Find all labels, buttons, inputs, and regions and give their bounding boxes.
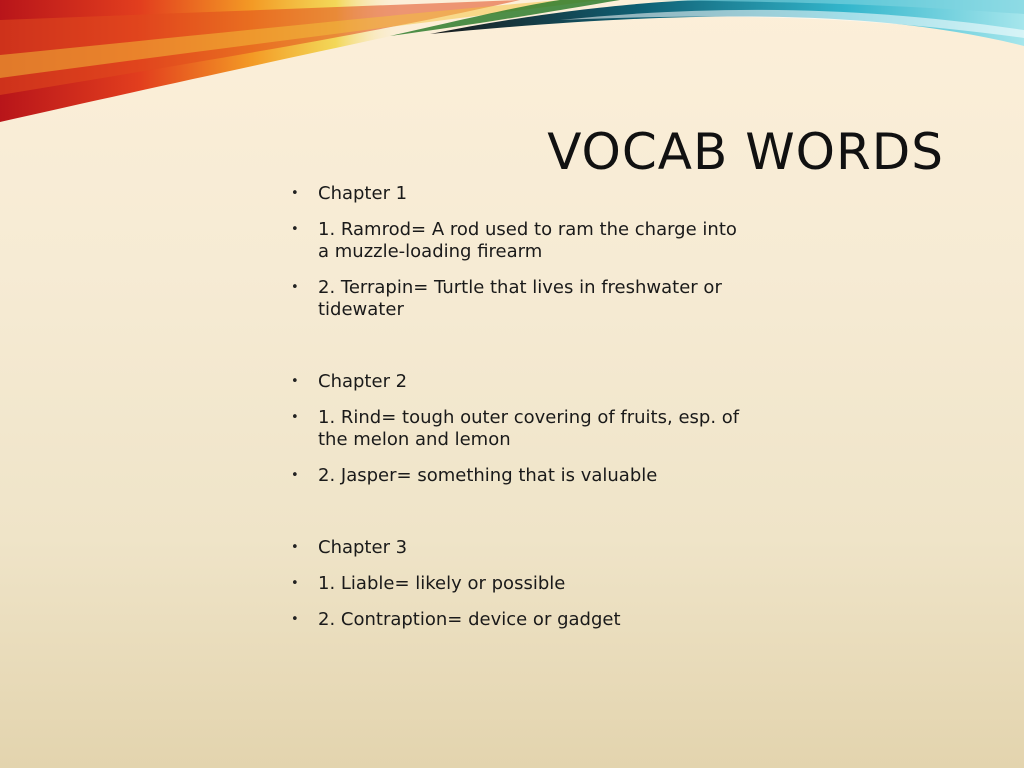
slide-title: VOCAB WORDS (547, 123, 944, 181)
list-spacer (287, 501, 747, 537)
list-item-text: 2. Jasper= something that is valuable (318, 465, 658, 486)
list-item-text: Chapter 3 (318, 537, 408, 558)
list-item-text: 1. Rind= tough outer covering of fruits, esp. of the melon and lemon (318, 407, 740, 450)
bullet-icon: • (291, 186, 299, 201)
list-item-text: 2. Contraption= device or gadget (318, 609, 621, 630)
list-item-text: Chapter 1 (318, 183, 408, 204)
list-spacer (287, 335, 747, 371)
list-item-rind (287, 407, 747, 451)
list-item-chapter-3 (287, 537, 747, 559)
bullet-icon: • (291, 280, 299, 295)
bullet-icon: • (291, 540, 299, 555)
bullet-icon: • (291, 468, 299, 483)
list-item-liable (287, 573, 747, 595)
list-item-jasper (287, 465, 747, 487)
list-item-text: Chapter 2 (318, 371, 408, 392)
bullet-icon: • (291, 374, 299, 389)
list-item-chapter-2 (287, 371, 747, 393)
list-item-terrapin (287, 277, 747, 321)
bullet-icon: • (291, 222, 299, 237)
list-item-chapter-1 (287, 183, 747, 205)
decorative-swoosh (0, 0, 1024, 130)
list-item-ramrod (287, 219, 747, 263)
bullet-icon: • (291, 410, 299, 425)
list-item-text: 1. Liable= likely or possible (318, 573, 566, 594)
vocab-list (287, 183, 747, 645)
list-item-contraption (287, 609, 747, 631)
bullet-icon: • (291, 576, 299, 591)
bullet-icon: • (291, 612, 299, 627)
list-item-text: 1. Ramrod= A rod used to ram the charge into a muzzle-loading firearm (318, 219, 737, 262)
list-item-text: 2. Terrapin= Turtle that lives in freshwater or tidewater (318, 277, 722, 320)
